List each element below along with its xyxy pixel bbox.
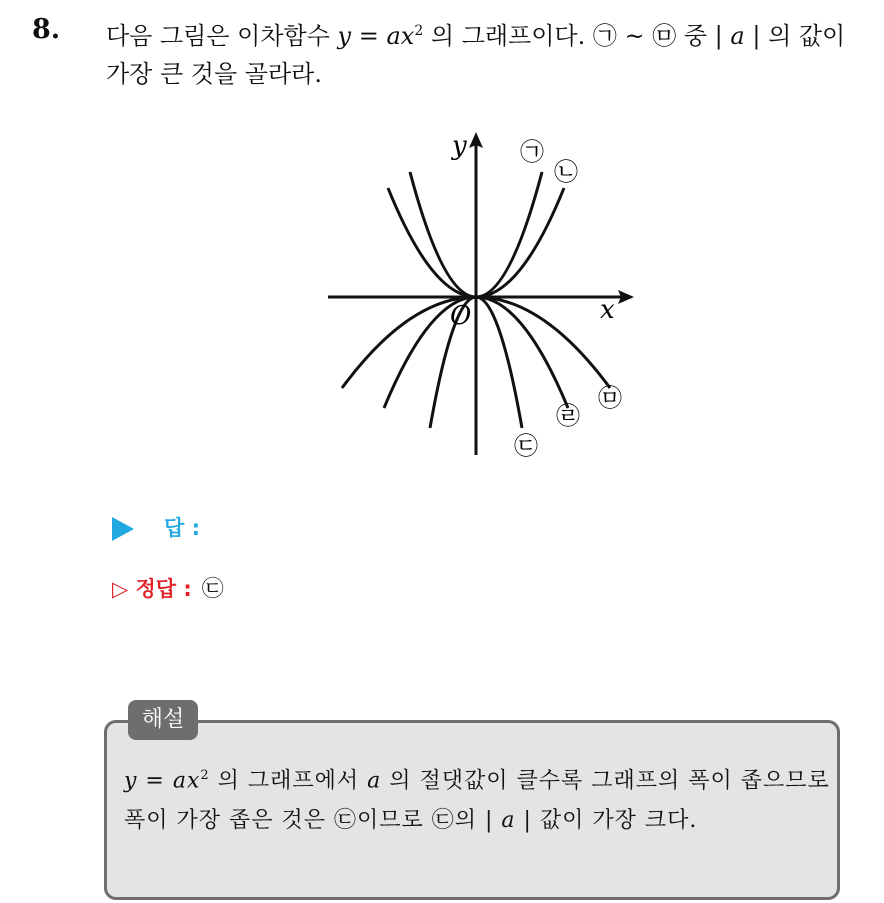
question-text: 다음 그림은 이차함수 $y = ax^2$ 의 그래프이다. ㉠ ~ ㉤ 중 | a | 의 값이 가장 큰 것을 골라라.: [106, 22, 846, 88]
label-4: ㉣: [556, 402, 580, 430]
label-3: ㉢: [514, 432, 538, 460]
play-icon: [112, 517, 134, 541]
origin-label: O: [450, 301, 472, 331]
question-number: 8.: [32, 14, 61, 45]
label-2: ㉡: [554, 158, 578, 186]
y-axis-label: y: [452, 131, 467, 161]
explanation-badge: 해설: [128, 700, 198, 740]
answer-label: 답 :: [164, 516, 200, 540]
explanation-text: $y = ax^2$ 의 그래프에서 a 의 절댓값이 클수록 그래프의 폭이 좁으므로 폭이 가장 좁은 것은 ㉢이므로 ㉢의 | a | 값이 가장 크다.: [124, 768, 830, 834]
correct-label: ▷ 정답 :: [112, 577, 192, 601]
correct-value: ㉢: [201, 577, 224, 602]
label-1: ㉠: [520, 138, 544, 166]
correct-answer-row: [112, 572, 224, 603]
parabola-graph: [320, 120, 640, 460]
label-5: ㉤: [598, 384, 622, 412]
x-axis-label: x: [600, 295, 615, 325]
answer-row: [112, 512, 200, 542]
